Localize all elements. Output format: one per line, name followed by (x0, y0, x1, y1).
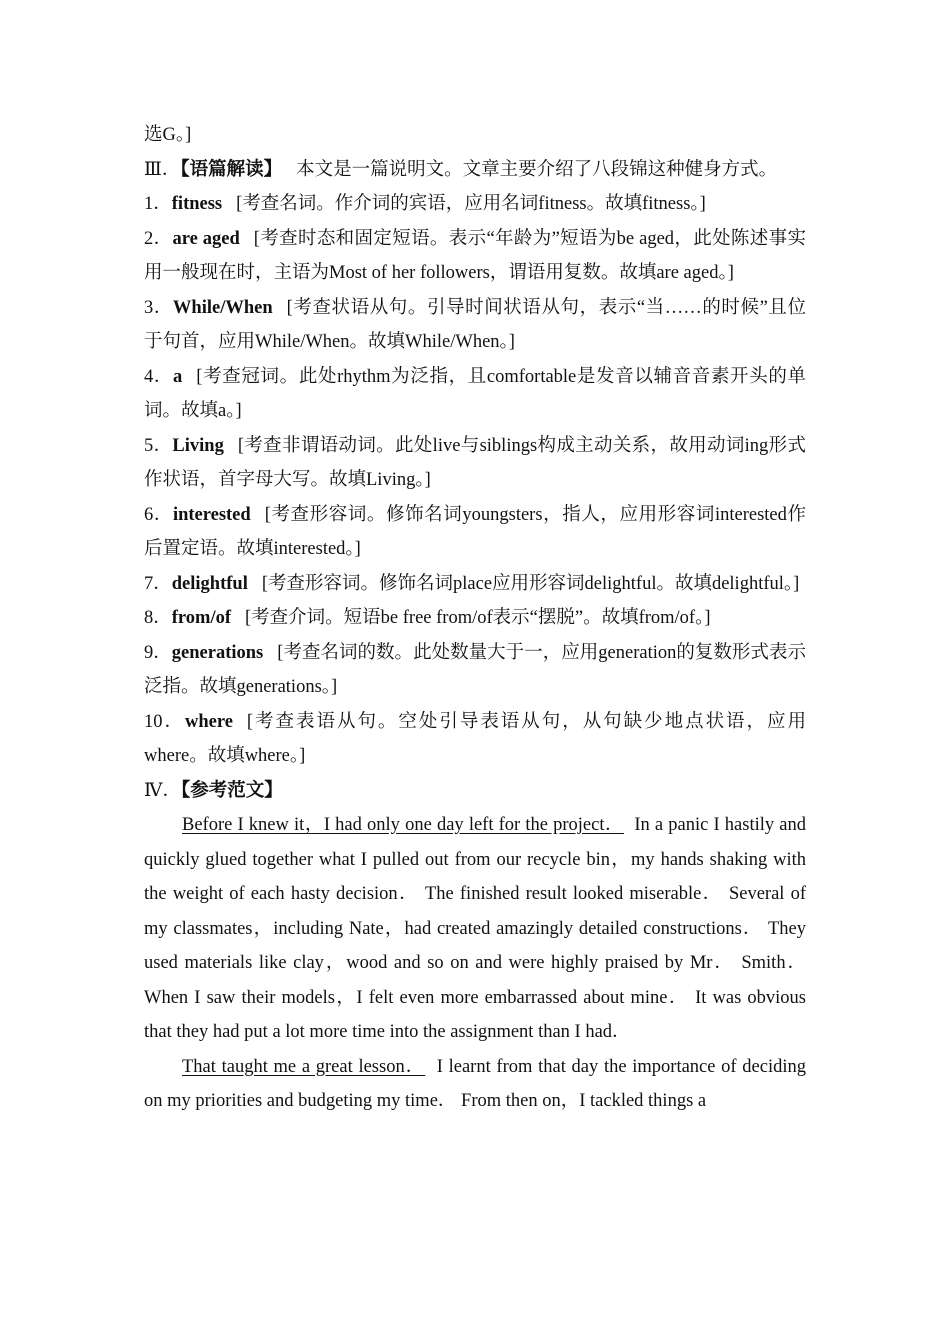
answer-word: are aged (172, 228, 240, 249)
answer-item (144, 601, 806, 636)
answer-item (144, 636, 806, 705)
essay-paragraph-1-body: In a panic I hastily and quickly glued together what I pulled out from our recycle bin，my hands shaking with the weight of each hasty decision． The finished result looked miserable． Several of my classmates，including Nate，had created amazingly detailed constructions． They used materials like clay，wood and so on and were highly praised by Mr． Smith． When I saw their models，I felt even more embarrassed about mine． It was obvious that they had put a lot more time into the assignment than I had． (144, 815, 807, 1042)
essay-paragraph-1 (144, 808, 806, 1050)
answer-word: delightful (171, 573, 248, 594)
section-4-header (144, 774, 806, 809)
answer-number: 6． (144, 504, 173, 525)
answer-explanation: [考查形容词。修饰名词place应用形容词delightful。故填delightful。] (261, 573, 800, 594)
answer-number: 3． (144, 297, 173, 318)
answer-item (144, 222, 806, 291)
answer-item (144, 567, 806, 602)
answer-explanation: [考查非谓语动词。此处live与siblings构成主动关系，故用动词ing形式作状语，首字母大写。故填Living。] (144, 435, 806, 490)
answer-word: from/of (171, 608, 232, 628)
essay-paragraph-2-lead: That taught me a great lesson． (182, 1056, 426, 1077)
section-3-label: Ⅲ． (144, 159, 181, 180)
answer-explanation: [考查表语从句。空处引导表语从句，从句缺少地点状语，应用where。故填where。] (144, 711, 806, 766)
essay-paragraph-1-lead: Before I knew it，I had only one day left for the project． (182, 815, 625, 835)
answer-number: 8． (144, 608, 172, 628)
section-3-header (144, 153, 806, 188)
answer-explanation: [考查状语从句。引导时间状语从句，表示“当……的时候”且位于句首，应用While/When。故填While/When。] (144, 297, 806, 352)
answer-explanation: [考查名词。作介词的宾语，应用名词fitness。故填fitness。] (236, 194, 706, 214)
answer-explanation: [考查介词。短语be free from/of表示“摆脱”。故填from/of。] (245, 608, 711, 628)
answer-number: 2． (144, 228, 173, 249)
document-page (144, 118, 806, 1119)
answer-item (144, 705, 806, 774)
answer-number: 7． (144, 573, 172, 594)
essay-paragraph-2 (144, 1050, 806, 1119)
section-4-label: Ⅳ． (144, 780, 181, 801)
answer-number: 5． (144, 435, 173, 456)
answer-word: generations (171, 642, 264, 663)
answer-item (144, 498, 806, 567)
answer-word: fitness (171, 194, 223, 214)
answer-explanation: [考查名词的数。此处数量大于一，应用generation的复数形式表示泛指。故填generations。] (144, 642, 806, 697)
section-3-heading: 【语篇解读】 (180, 159, 283, 180)
answer-word: interested (172, 504, 251, 525)
answer-item (144, 360, 806, 429)
answer-number: 1． (144, 194, 172, 214)
answer-explanation: [考查形容词。修饰名词youngsters，指人，应用形容词interested作后置定语。故填interested。] (144, 504, 806, 559)
answer-word: Living (172, 435, 224, 456)
section-4-heading: 【参考范文】 (180, 780, 283, 801)
answer-number: 4． (144, 366, 174, 387)
lead-line: 选G。] (144, 125, 192, 145)
answer-item (144, 187, 806, 222)
answer-list (144, 187, 806, 774)
answer-item (144, 291, 806, 360)
answer-explanation: [考查冠词。此处rhythm为泛指，且comfortable是发音以辅音音素开头的单词。故填a。] (144, 366, 806, 421)
answer-item (144, 429, 806, 498)
section-3-intro: 本文是一篇说明文。文章主要介绍了八段锦这种健身方式。 (296, 159, 778, 180)
answer-explanation: [考查时态和固定短语。表示“年龄为”短语为be aged，此处陈述事实用一般现在时，主语为Most of her followers，谓语用复数。故填are aged。] (144, 228, 806, 283)
answer-word: a (173, 366, 183, 387)
essay-paragraph-2-body: I learnt from that day the importance of deciding on my priorities and budgeting my time． From then on，I tackled things a (144, 1056, 806, 1111)
answer-word: While/When (172, 297, 273, 318)
answer-number: 10． (144, 711, 185, 732)
answer-number: 9． (144, 642, 172, 663)
answer-word: where (184, 711, 233, 732)
